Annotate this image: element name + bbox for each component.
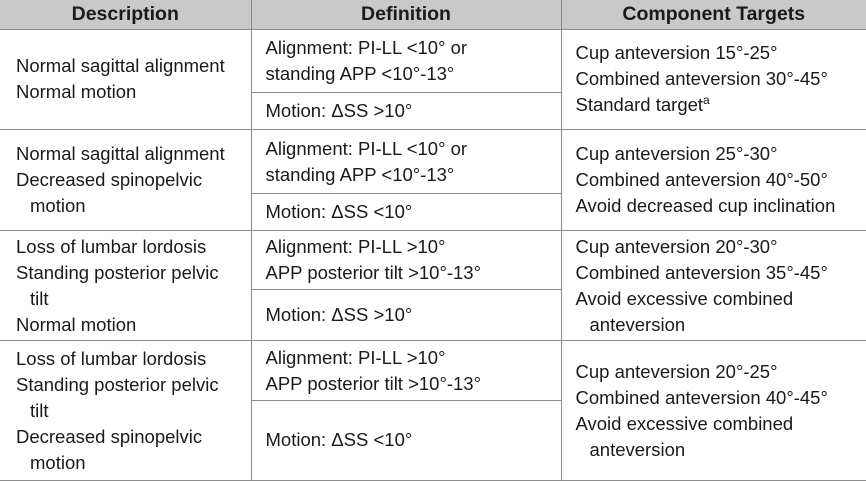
table-row bbox=[0, 230, 866, 289]
description-line: tilt bbox=[30, 399, 49, 421]
definition-line: standing APP <10°-13° bbox=[265, 63, 455, 84]
footnote-marker: a bbox=[703, 93, 710, 108]
description-line: Standing posterior pelvic bbox=[16, 373, 219, 395]
target-line bbox=[576, 92, 859, 118]
targets-cell bbox=[561, 130, 866, 231]
targets-cell bbox=[561, 341, 866, 481]
target-line: anteversion bbox=[589, 438, 686, 460]
description-line: tilt bbox=[30, 287, 49, 309]
header-component-targets: Component Targets bbox=[561, 0, 866, 29]
target-line: Combined anteversion 40°-45° bbox=[575, 386, 828, 408]
target-line: Combined anteversion 40°-50° bbox=[575, 168, 828, 190]
target-line: Cup anteversion 25°-30° bbox=[575, 142, 778, 164]
definition-alignment-cell bbox=[251, 29, 561, 93]
description-cell bbox=[0, 230, 251, 341]
description-line: Loss of lumbar lordosis bbox=[16, 235, 207, 257]
description-line: Decreased spinopelvic bbox=[16, 168, 203, 190]
definition-line: Alignment: PI-LL <10° or bbox=[265, 37, 468, 58]
table-row bbox=[0, 29, 866, 93]
description-cell bbox=[0, 130, 251, 231]
definition-alignment-cell bbox=[251, 230, 561, 289]
definition-line: Alignment: PI-LL >10° bbox=[265, 346, 446, 368]
definition-alignment-cell bbox=[251, 130, 561, 194]
description-cell bbox=[0, 341, 251, 481]
target-line: Cup anteversion 15°-25° bbox=[575, 42, 778, 64]
target-line: Cup anteversion 20°-25° bbox=[575, 360, 778, 382]
definition-motion-cell: Motion: ΔSS <10° bbox=[251, 400, 561, 480]
target-line: Cup anteversion 20°-30° bbox=[575, 235, 778, 257]
target-line: Avoid decreased cup inclination bbox=[575, 194, 836, 216]
target-line: Combined anteversion 30°-45° bbox=[575, 68, 828, 90]
table-row bbox=[0, 130, 866, 194]
description-line: Normal sagittal alignment bbox=[16, 142, 225, 164]
description-line: Loss of lumbar lordosis bbox=[16, 347, 207, 369]
definition-line: Alignment: PI-LL >10° bbox=[265, 235, 446, 257]
description-line: Normal motion bbox=[16, 81, 137, 103]
header-description: Description bbox=[0, 0, 251, 29]
description-line: Decreased spinopelvic bbox=[16, 425, 203, 447]
description-line: motion bbox=[30, 194, 86, 216]
description-line: motion bbox=[30, 451, 86, 473]
definition-line: APP posterior tilt >10°-13° bbox=[265, 261, 481, 283]
definition-line: APP posterior tilt >10°-13° bbox=[265, 372, 481, 394]
definition-line: standing APP <10°-13° bbox=[265, 163, 455, 185]
definition-motion-cell: Motion: ΔSS >10° bbox=[251, 93, 561, 130]
target-line: Avoid excessive combined bbox=[575, 287, 794, 309]
header-row bbox=[0, 0, 866, 29]
table-row bbox=[0, 341, 866, 400]
definition-motion-cell: Motion: ΔSS >10° bbox=[251, 290, 561, 341]
definition-motion-cell: Motion: ΔSS <10° bbox=[251, 193, 561, 230]
target-line: anteversion bbox=[589, 313, 686, 335]
target-line: Avoid excessive combined bbox=[575, 412, 794, 434]
targets-cell bbox=[561, 29, 866, 130]
target-text: Standard target bbox=[575, 94, 704, 116]
description-line: Normal motion bbox=[16, 313, 137, 335]
description-line: Normal sagittal alignment bbox=[16, 55, 225, 77]
description-line: Standing posterior pelvic bbox=[16, 261, 219, 283]
description-cell bbox=[0, 29, 251, 130]
definition-alignment-cell bbox=[251, 341, 561, 400]
definition-line: Alignment: PI-LL <10° or bbox=[265, 137, 468, 159]
target-line: Combined anteversion 35°-45° bbox=[575, 261, 828, 283]
header-definition: Definition bbox=[251, 0, 561, 29]
targets-cell bbox=[561, 230, 866, 341]
